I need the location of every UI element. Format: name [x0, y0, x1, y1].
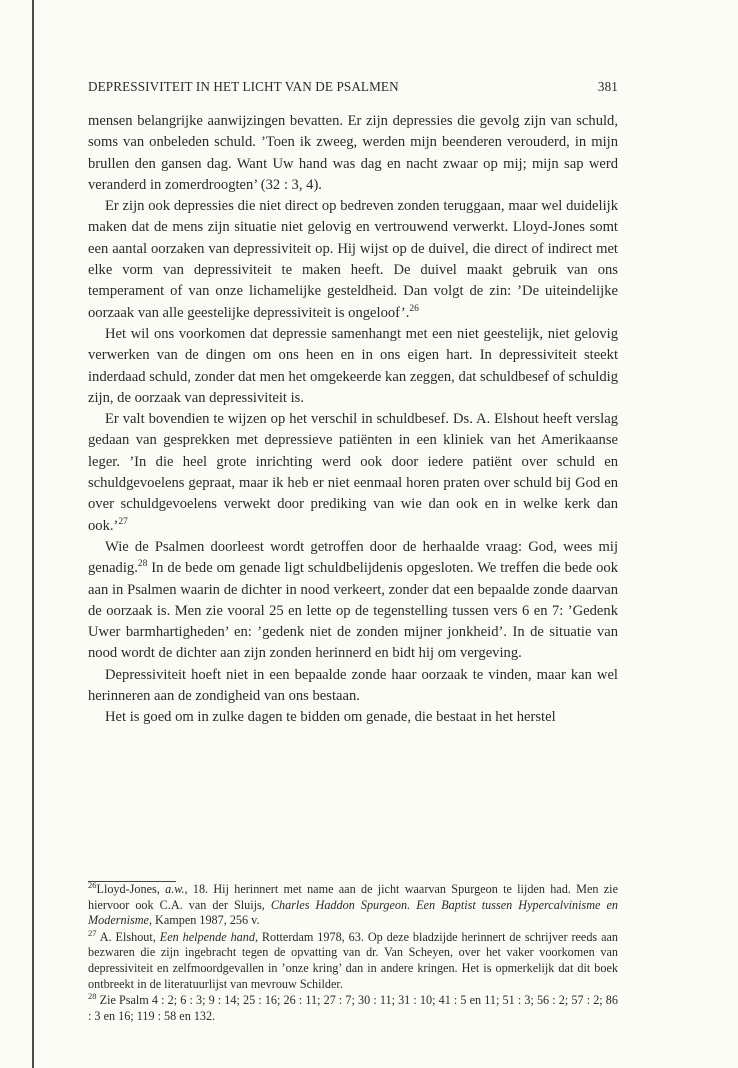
paragraph-4-text: Er valt bovendien te wijzen op het verschil in schuldbesef. Ds. A. Elshout heeft verslag gedaan van gesprekken met depressieve patiënten in een kliniek van het Amerikaanse leger. ’In die heel grote inrichting werd ook door iedere patiënt over schuld en schuldgevoelens gepraat, maar ik heb er niet eenmaal horen praten over schuld bij God en over schuldgevoelens verwekt door prediking van wie dan ook en in welke kerk dan ook.’ — [88, 411, 618, 534]
paragraph-3: Het wil ons voorkomen dat depressie samenhangt met een niet geestelijk, niet gelovig verwerken van de dingen om ons heen en in ons eigen hart. In depressiviteit steekt inderdaad schuld, zonder dat men het omgekeerde kan zeggen, dat schuldbesef of schuldig zijn, de oorzaak van depressiviteit is. — [88, 325, 618, 406]
footnote-italic: a.w. — [165, 882, 185, 896]
footnote-text: , 18. Hij herinnert met name aan de jicht waarvan Spurgeon te lijden had. Men zie hiervoor ook C.A. van der Sluijs, — [88, 882, 618, 912]
paragraph-4 — [88, 409, 618, 537]
running-title: DEPRESSIVITEIT IN HET LICHT VAN DE PSALMEN — [88, 79, 399, 94]
footnote-text: , Rotterdam 1978, 63. Op deze bladzijde herinnert de schrijver reeds aan bezwaren die zijn ingebracht tegen de opvatting van dr. Van Scheyen, over het vaker voorkomen van depressiviteit en zelfmoordgevallen in ’onze kring’ dan in andere kringen. Het is opmerkelijk dat dit boek ontbreekt in de literatuurlijst van mevrouw Schilder. — [88, 929, 619, 991]
footnote-ref-28: 28 — [137, 559, 148, 570]
footnote-ref-27: 27 — [118, 516, 128, 527]
body-text — [88, 111, 618, 729]
paragraph-2 — [88, 196, 618, 324]
paragraph-2-text: Er zijn ook depressies die niet direct op bedreven zonden teruggaan, maar wel duidelijk maken dat de mens zijn situatie niet gelovig en vertrouwend verwerkt. Lloyd-Jones somt een aantal oorzaken van depressiviteit op. Hij wijst op de duivel, die direct of indirect met elke vorm van depressiviteit te maken heeft. De duivel maakt gebruik van ons temperament of van onze lichamelijke gesteldheid. Dan volgt de zin: ’De uiteindelijke oorzaak van alle geestelijke depressiviteit is ongeloof’. — [88, 198, 618, 321]
footnote-number: 26 — [88, 879, 97, 890]
paragraph-5-text-a: Wie de Psalmen doorleest wordt getroffen door de herhaalde vraag: God, wees mij genadig. — [88, 538, 618, 577]
footnote-text: A. Elshout, — [96, 929, 160, 944]
paragraph-6: Depressiviteit hoeft niet in een bepaalde zonde haar oorzaak te vinden, maar kan wel herinneren aan de zondigheid van ons bestaan. — [88, 666, 618, 705]
footnote-number: 28 — [88, 991, 97, 1002]
footnote-27 — [88, 927, 619, 992]
footnotes — [88, 879, 619, 1025]
footnote-text: Zie Psalm 4 : 2; 6 : 3; 9 : 14; 25 : 16; 26 : 11; 27 : 7; 30 : 11; 31 : 10; 41 : 5 en 11; 51 : 3; 56 : 2; 57 : 2; 86 : 3 en 16; 119 : 58 en 132. — [88, 993, 618, 1023]
footnote-text: , Kampen 1987, 256 v. — [148, 913, 260, 928]
running-header — [88, 79, 618, 97]
footnote-text: Lloyd-Jones, — [96, 882, 166, 896]
page-number: 381 — [597, 79, 618, 94]
footnote-italic: Een helpende hand — [159, 929, 255, 944]
scan-edge-line — [32, 0, 34, 1068]
footnote-28 — [88, 993, 618, 1024]
footnote-number: 27 — [88, 927, 97, 938]
footnote-italic: Charles Haddon Spurgeon. Een Baptist tussen Hypercalvinisme en Modernisme — [88, 897, 618, 928]
paragraph-5-text-b: In de bede om genade ligt schuldbelijdenis opgesloten. We treffen die bede ook aan in Psalmen waarin de dichter in nood verkeert, zonder dat een bepaalde zonde daarvan de oorzaak is. Men zie vooral 25 en lette op de tegenstelling tussen vers 6 en 7: ’Gedenk Uwer barmhartigheden’ en: ’gedenk niet de zonden mijner jonkheid’. In de situatie van nood wordt de dichter aan zijn zonden herinnerd en bidt hij om vergeving. — [88, 560, 618, 662]
paragraph-1: mensen belangrijke aanwijzingen bevatten. Er zijn depressies die gevolg zijn van schuld, soms van onbeleden schuld. ’Toen ik zweeg, werden mijn beenderen verouderd, in mijn brullen den gansen dag. Want Uw hand was dag en nacht zwaar op mij; mijn sap werd veranderd in zomerdroogten’ (32 : 3, 4). — [88, 113, 618, 193]
paragraph-7: Het is goed om in zulke dagen te bidden om genade, die bestaat in het herstel — [105, 709, 556, 726]
footnote-ref-26: 26 — [409, 303, 419, 314]
paragraph-5 — [88, 537, 618, 665]
footnote-26 — [88, 879, 618, 929]
